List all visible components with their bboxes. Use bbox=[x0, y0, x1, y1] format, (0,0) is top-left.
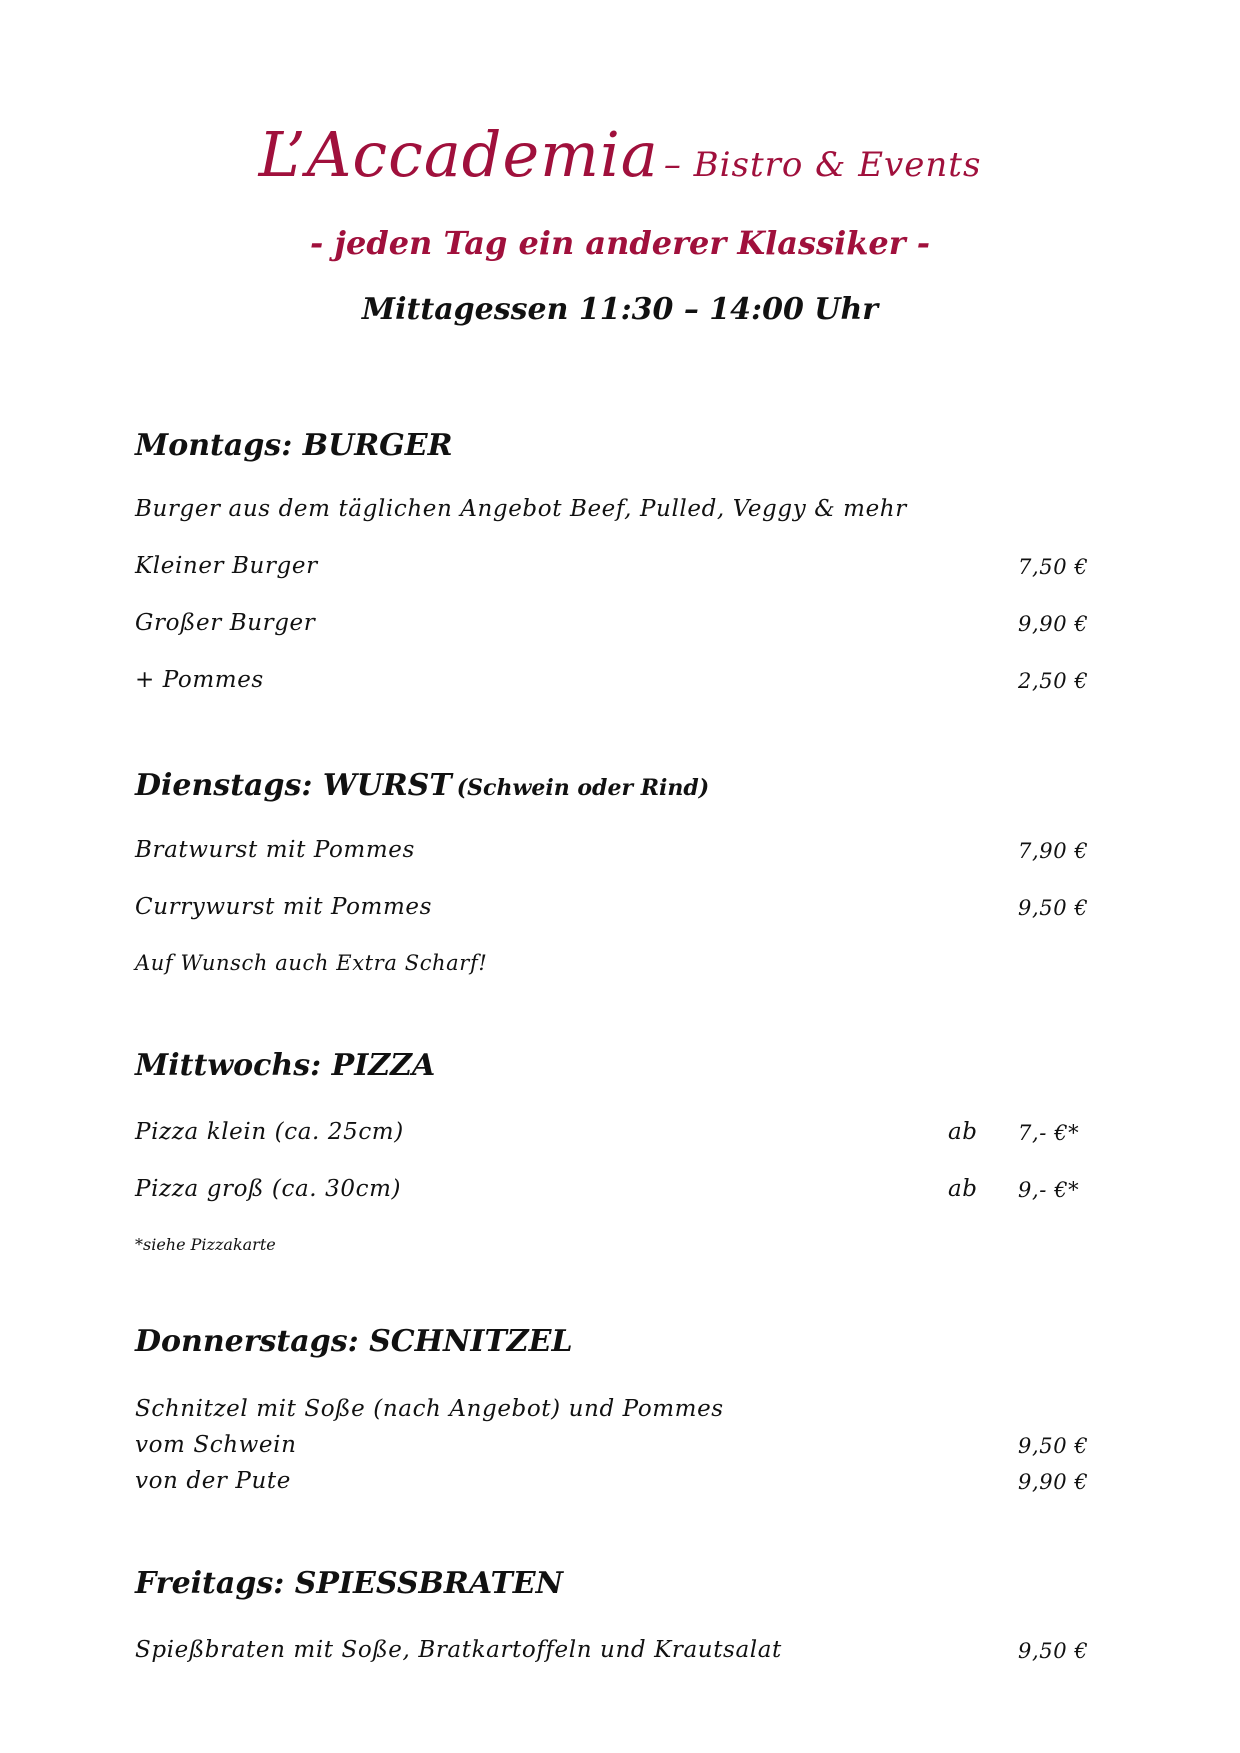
section-title-tuesday: Dienstags: WURST bbox=[135, 768, 452, 803]
menu-item-name: Kleiner Burger bbox=[135, 553, 318, 579]
section-title-wednesday: Mittwochs: PIZZA bbox=[135, 1048, 436, 1083]
menu-item-price: 9,50 € bbox=[1018, 896, 1089, 920]
tagline: - jeden Tag ein anderer Klassiker - bbox=[309, 224, 931, 262]
menu-item-name: Bratwurst mit Pommes bbox=[135, 837, 415, 863]
lunch-hours: Mittagessen 11:30 – 14:00 Uhr bbox=[361, 292, 879, 327]
section-header-tuesday bbox=[135, 768, 709, 803]
menu-item-price: 7,- €* bbox=[1018, 1121, 1080, 1145]
section-desc-monday: Burger aus dem täglichen Angebot Beef, Pulled, Veggy & mehr bbox=[135, 496, 907, 522]
menu-item-price: 7,90 € bbox=[1018, 839, 1089, 863]
brand-subtitle: – Bistro & Events bbox=[663, 145, 982, 185]
section-title-friday: Freitags: SPIESSBRATEN bbox=[135, 1566, 564, 1601]
menu-item-name: vom Schwein bbox=[135, 1432, 297, 1458]
footnote: *siehe Pizzakarte bbox=[135, 1235, 276, 1254]
menu-item-price: 9,50 € bbox=[1018, 1434, 1089, 1458]
menu-item-price: 7,50 € bbox=[1018, 555, 1089, 579]
section-title-thursday: Donnerstags: SCHNITZEL bbox=[135, 1324, 573, 1359]
menu-item-price: 9,90 € bbox=[1018, 1470, 1089, 1494]
menu-item-name: + Pommes bbox=[135, 667, 264, 693]
section-title-note: (Schwein oder Rind) bbox=[456, 775, 710, 801]
menu-item-name: Pizza klein (ca. 25cm) bbox=[135, 1119, 404, 1145]
brand-name: L’Accademia bbox=[258, 118, 659, 191]
section-note-tuesday: Auf Wunsch auch Extra Scharf! bbox=[135, 951, 488, 975]
menu-item-price: 9,90 € bbox=[1018, 612, 1089, 636]
menu-item-name: Spießbraten mit Soße, Bratkartoffeln und Krautsalat bbox=[135, 1637, 782, 1663]
menu-item-name: Großer Burger bbox=[135, 610, 316, 636]
menu-item-name: Currywurst mit Pommes bbox=[135, 894, 432, 920]
menu-item-name: Pizza groß (ca. 30cm) bbox=[135, 1176, 402, 1202]
menu-item-prefix: ab bbox=[948, 1176, 978, 1202]
menu-item-prefix: ab bbox=[948, 1119, 978, 1145]
section-desc-thursday: Schnitzel mit Soße (nach Angebot) und Pommes bbox=[135, 1396, 724, 1422]
restaurant-logo bbox=[0, 118, 1240, 191]
menu-item-price: 2,50 € bbox=[1018, 669, 1089, 693]
section-title-monday: Montags: BURGER bbox=[135, 428, 453, 463]
menu-item-price: 9,50 € bbox=[1018, 1639, 1089, 1663]
menu-item-price: 9,- €* bbox=[1018, 1178, 1080, 1202]
menu-item-name: von der Pute bbox=[135, 1468, 291, 1494]
